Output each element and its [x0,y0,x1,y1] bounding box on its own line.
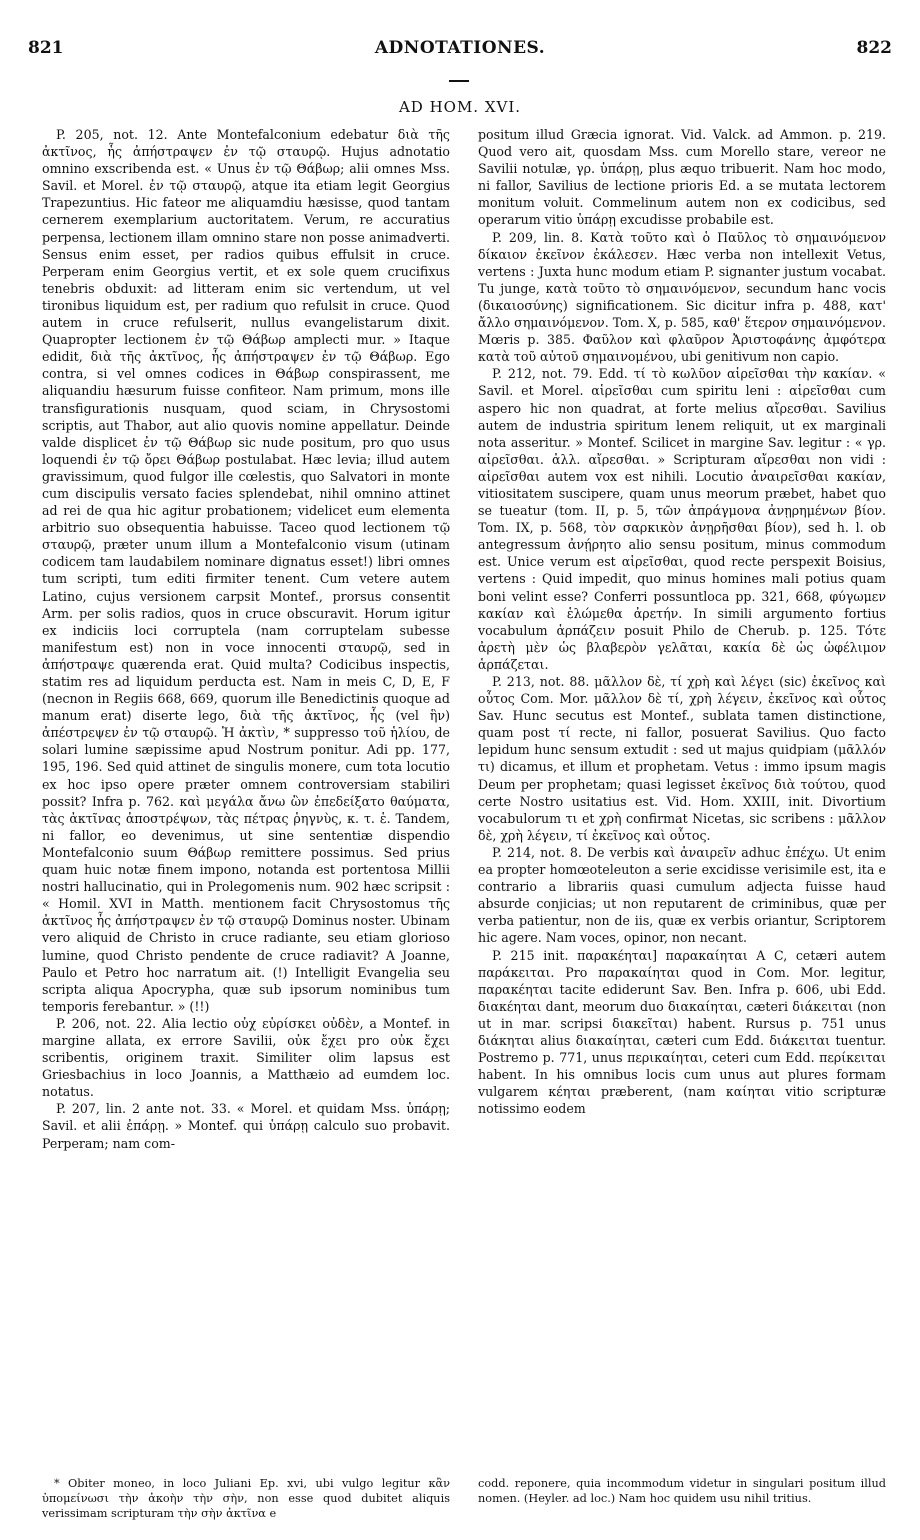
header-rule [449,80,469,82]
footnote-right: codd. reponere, quia incommodum videtur in singulari positum illud nomen. (Heyler. ad loc.) Nam hoc quidem usu nihil tritius. [478,1477,886,1506]
note-paragraph: positum illud Græcia ignorat. Vid. Valck. ad Ammon. p. 219. Quod vero ait, quosdam Mss. cum Morello stare, vereor ne Savilii notulæ, γρ. ὑπάρῃ, plus æquo tribuerit. Nam hoc modo, ni fallor, Savilius de lectione prioris Ed. a se mutata lectorem monitum voluit. Commelinum autem non ex codicibus, sed operarum vitio ὑπάρῃ excudisse probabile est. [478,127,886,228]
note-paragraph: P. 214, not. 8. De verbis καὶ ἀναιρεῖν adhuc ἐπέχω. Ut enim ea propter homœoteleuton a serie excidisse verisimile est, ita e contrario a librariis quasi cumulum adjecta fuisse haud absurde conjicias; ut non reputarent de criminibus, quæ per verba patientur, non de iis, quæ ex verbis oriantur, Scriptorem hic agere. Nam voces, opinor, non necant. [478,844,886,946]
footnote-left: * Obiter moneo, in loco Juliani Ep. xvi, ubi vulgo legitur κἂν ὑπομείνωσι τὴν ἀκοὴν τὴν σὴν, non esse quod dubitet aliquis verissimam scripturam τὴν σὴν ἀκτῖνα e [42,1477,450,1521]
right-column [478,126,886,1117]
page-number-left: 821 [28,38,64,58]
running-title: ADNOTATIONES. [374,38,546,58]
note-paragraph: P. 213, not. 88. μᾶλλον δὲ, τί χρὴ καὶ λέγει (sic) ἐκεῖνος καὶ οὗτος Com. Mor. μᾶλλον δὲ τί, χρὴ λέγειν, ἐκεῖνος καὶ οὗτος Sav. Hunc secutus est Montef., sublata tamen distinctione, quam post τί recte, ni fallor, posuerat Savilius. Quo facto lepidum hunc sensum extudit : sed ut majus quidpiam (μᾶλλόν τι) dicamus, et illum et prophetam. Vetus : immo ipsum magis Deum per prophetam; quasi legisset ἐκεῖνος διὰ τούτου, quod certe Nostro usitatius est. Vid. Hom. XXIII, init. Divortium vocabulorum τι et χρὴ confirmat Nicetas, sic scribens : μᾶλλον δὲ, χρὴ λέγειν, τί ἐκεῖνος καὶ οὗτος. [478,674,886,843]
running-head [28,38,892,62]
left-column [42,126,450,1152]
note-paragraph: P. 206, not. 22. Alia lectio οὐχ εὑρίσκει οὐδὲν, a Montef. in margine allata, ex errore Savilii, οὐκ ἔχει pro οὐκ ἔχει scribentis, originem traxit. Similiter olim lapsus est Griesbachius in loco Joannis, a Matthæio ad eumdem loc. notatus. [42,1015,450,1100]
note-paragraph: P. 212, not. 79. Edd. τί τὸ κωλῦον αἱρεῖσθαι τὴν κακίαν. « Savil. et Morel. αἱρεῖσθαι cum spiritu leni : αἱρεῖσθαι cum aspero hic non quadrat, at forte melius αἴρεσθαι. Savilius autem de industria spiritum lenem reliquit, ut ex marginali nota asseritur. » Montef. Scilicet in margine Sav. legitur : « γρ. αἱρεῖσθαι. ἀλλ. αἴρεσθαι. » Scripturam αἴρεσθαι non vidi : αἱρεῖσθαι autem vox est nihili. Locutio ἀναιρεῖσθαι κακίαν, vitiositatem suscipere, quam unus meorum præbet, habet quo se tueatur (tom. II, p. 5, τῶν ἀπράγμονα ἀνῃρημένων βίον. Tom. IX, p. 568, τὸν σαρκικὸν ἀνῃρῆσθαι βίον), sed h. l. ob antegressum ἀνῄρητο alio sensu positum, minus commodum est. Unice verum est αἱρεῖσθαι, quod recte perspexit Boisius, vertens : Quid impedit, quo minus homines mali potius quam boni velint esse? Conferri possuntloca pp. 321, 668, φύγωμεν κακίαν καὶ ἑλώμεθα ἀρετήν. In simili argumento fortius vocabulum ἁρπάζειν posuit Philo de Cherub. p. 125. Τότε ἀρετὴ μὲν ὡς βλαβερὸν γελᾶται, κακία δὲ ὡς ὠφέλιμον ἁρπάζεται. [478,366,886,672]
note-paragraph: P. 207, lin. 2 ante not. 33. « Morel. et quidam Mss. ὑπάρῃ; Savil. et alii ἐπάρῃ. » Montef. qui ὑπάρῃ calculo suo probavit. Perperam; nam com- [42,1101,450,1151]
section-title: AD HOM. XVI. [398,98,522,116]
page-number-right: 822 [856,38,892,58]
note-paragraph: P. 205, not. 12. Ante Montefalconium edebatur διὰ τῆς ἀκτῖνος, ἧς ἀπήστραψεν ἐν τῷ σταυρῷ. Hujus adnotatio omnino exscribenda est. « Unus ἐν τῷ Θάβωρ; alii omnes Mss. Savil. et Morel. ἐν τῷ σταυρῷ, atque ita etiam legit Georgius Trapezuntius. Hic fateor me aliquamdiu hæsisse, quod tantam cernerem exemplarium auctoritatem. Verum, re accuratius perpensa, lectionem illam omnino stare non posse animadverti. Sensus enim esset, per radios quibus effulsit in cruce. Perperam enim Georgius vertit, et ex sole quem crucifixus tenebris obduxit: ad litteram enim sic vertendum, ut vel tironibus liquidum est, per radium quo refulsit in cruce. Quod autem in cruce refulserit, nullus evangelistarum dixit. Quapropter lectionem ἐν τῷ Θάβωρ amplecti mur. » Itaque edidit, διὰ τῆς ἀκτῖνος, ἧς ἀπήστραψεν ἐν τῷ Θάβωρ. Ego contra, si vel omnes codices in Θάβωρ conspirassent, me aliquandiu hæsurum fuisse confiteor. Nam primum, mons ille transfigurationis nusquam, quod sciam, in Chrysostomi scriptis, aut Thabor, aut alio quovis nomine appellatur. Deinde valde displicet ἐν τῷ Θάβωρ sic nude positum, pro quo usus loquendi ἐν τῷ ὄρει Θάβωρ postulabat. Hæc levia; illud autem gravissimum, quod fulgor ille cœlestis, quo Salvatori in monte cum discipulis versato facies splendebat, nihil omnino attinet ad rei de qua hic agitur probationem; videlicet eum elementa arbitrio suo obsequentia habuisse. Taceo quod lectionem τῷ σταυρῷ, præter unum illum a Montefalconio visum (utinam codicem tam laudabilem nominare dignatus esset!) libri omnes tum scripti, tum editi firmiter tenent. Cum vetere autem Latino, cujus versionem carpsit Montef., prorsus consentit Arm. per solis radios, quos in cruce obscuravit. Horum igitur ex indiciis loci corruptela (nam corruptelam subesse manifestum est) non in voce innocenti σταυρῷ, sed in ἀπήστραψε quærenda erat. Quid multa? Codicibus inspectis, statim res ad liquidum perducta est. Nam in meis C, D, E, F (necnon in Regiis 668, 669, quorum ille Benedictinis quoque ad manum erat) diserte lego, διὰ τῆς ἀκτῖνος, ἧς (vel ἣν) ἀπέστρεψεν ἐν τῷ σταυρῷ. Ἡ ἀκτὶν, * suppresso τοῦ ἡλίου, de solari lumine sæpissime apud Nostrum ponitur. Adi pp. 177, 195, 196. Sed quid attinet de singulis monere, cum tota locutio ex hoc ipso opere præter omnem controversiam stabiliri possit? Infra p. 762. καὶ μεγάλα ἄνω ὢν ἐπεδείξατο θαύματα, τὰς ἀκτῖνας ἀποστρέψων, τὰς πέτρας ῥηγνὺς, κ. τ. ἑ. Tandem, ni fallor, eo devenimus, ut sine sententiæ dispendio Montefalconio suum Θάβωρ remittere possimus. Sed prius quam huic notæ finem impono, notanda est portentosa Millii nostri hallucinatio, qui in Prolegomenis num. 902 hæc scripsit : « Homil. XVI in Matth. mentionem facit Chrysostomus τῆς ἀκτῖνος ἧς ἀπήστραψεν ἐν τῷ σταυρῷ Dominus noster. Ubinam vero aliquid de Christo in cruce radiante, seu etiam glorioso lumine, quod Christo pendente de cruce radiavit? A Joanne, Paulo et Petro hoc narratum ait. (!) Intelligit Evangelia seu scripta aliqua Apocrypha, quæ sub ipsorum nominibus tum temporis ferebantur. » (!!) [42,127,451,1014]
note-paragraph: P. 209, lin. 8. Κατὰ τοῦτο καὶ ὁ Παῦλος τὸ σημαινόμενον δίκαιον ἐκεῖνον ἐκάλεσεν. Hæc verba non intellexit Vetus, vertens : Juxta hunc modum etiam P. signanter justum vocabat. Tu junge, κατὰ τοῦτο τὸ σημαινόμενον, secundum hanc vocis (δικαιοσύνης) significationem. Sic dicitur infra p. 488, κατ' ἄλλο σημαινόμενον. Tom. X, p. 585, καθ' ἕτερον σημαινόμενον. Mœris p. 385. Φαῦλον καὶ φλαῦρον Ἀριστοφάνης ἀμφότερα κατὰ τοῦ αὐτοῦ σημαινομένου, ubi genitivum non capio. [478,229,886,365]
note-paragraph: P. 215 init. παρακέηται] παρακαίηται A C, cetæri autem παράκειται. Pro παρακαίηται quod in Com. Mor. legitur, παρακέηται tacite ediderunt Sav. Ben. Infra p. 606, ubi Edd. διακέηται dant, meorum duo διακαίηται, cæteri διάκειται (non ut in mar. scripsi διακεῖται) habent. Rursus p. 751 unus διάκηται alius διακαίηται, cæteri cum Edd. διάκειται tuentur. Postremo p. 771, unus περικαίηται, ceteri cum Edd. περίκειται habent. In his omnibus locis cum unus aut plures formam vulgarem κέηται præberent, (nam καίηται vitio scripturæ notissimo eodem [478,947,886,1117]
